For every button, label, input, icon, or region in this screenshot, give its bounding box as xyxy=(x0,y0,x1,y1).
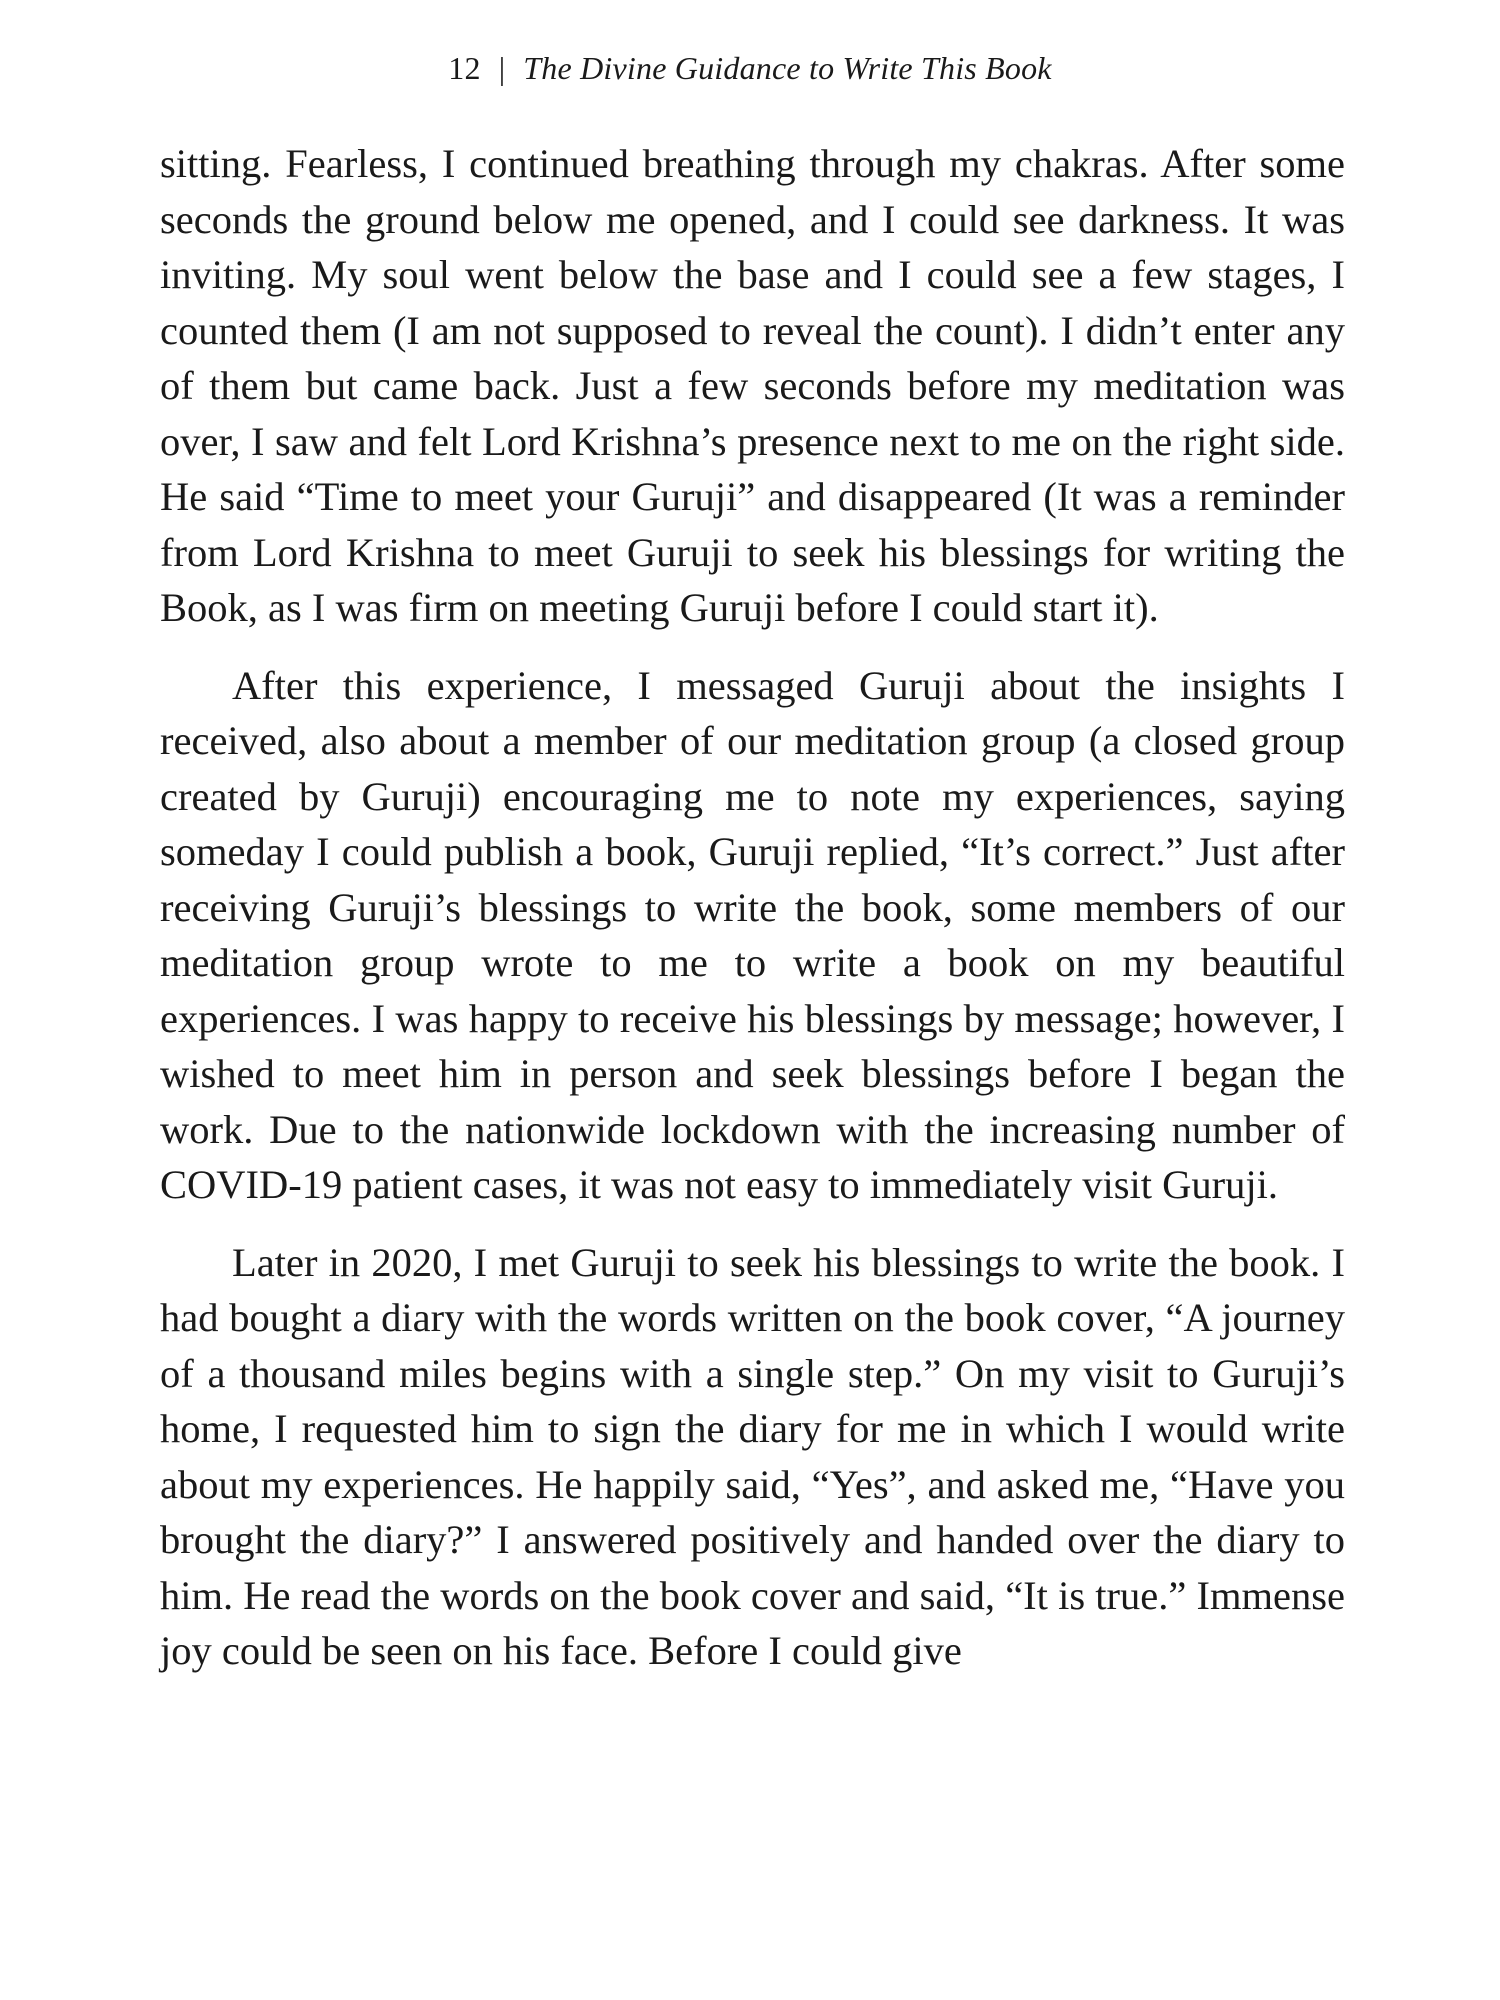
page-number: 12 xyxy=(448,50,481,86)
paragraph-continuation: sitting. Fearless, I continued breathing through my chakras. After some seconds the ground below me opened, and I could see darkness. It was inviting. My soul went below the base and I could see a few stages, I counted them (I am not supposed to reveal the count). I didn’t enter any of them but came back. Just a few seconds before my meditation was over, I saw and felt Lord Krishna’s presence next to me on the right side. He said “Time to meet your Guruji” and disappeared (It was a reminder from Lord Krishna to meet Guruji to seek his blessings for writing the Book, as I was firm on meeting Guruji before I could start it). xyxy=(160,141,1345,630)
body-text xyxy=(160,136,1345,1679)
running-header xyxy=(0,44,1500,92)
paragraph-after-experience: After this experience, I messaged Guruji about the insights I received, also about a member of our meditation group (a closed group created by Guruji) encouraging me to note my experiences, saying someday I could publish a book, Guruji replied, “It’s correct.” Just after receiving Guruji’s blessings to write the book, some members of our meditation group wrote to me to write a book on my beautiful experiences. I was happy to receive his blessings by message; however, I wished to meet him in person and seek blessings before I began the work. Due to the nationwide lockdown with the increasing number of COVID-19 patient cases, it was not easy to immediately visit Guruji. xyxy=(160,662,1345,1207)
header-separator: | xyxy=(498,50,506,86)
running-title: The Divine Guidance to Write This Book xyxy=(523,50,1052,86)
paragraph-later-in-2020: Later in 2020, I met Guruji to seek his blessings to write the book. I had bought a diary with the words written on the book cover, “A journey of a thousand miles begins with a single step.” On my visit to Guruji’s home, I requested him to sign the diary for me in which I would write about my experiences. He happily said, “Yes”, and asked me, “Have you brought the diary?” I answered positively and handed over the diary to him. He read the words on the book cover and said, “It is true.” Immense joy could be seen on his face. Before I could give xyxy=(160,1239,1345,1673)
